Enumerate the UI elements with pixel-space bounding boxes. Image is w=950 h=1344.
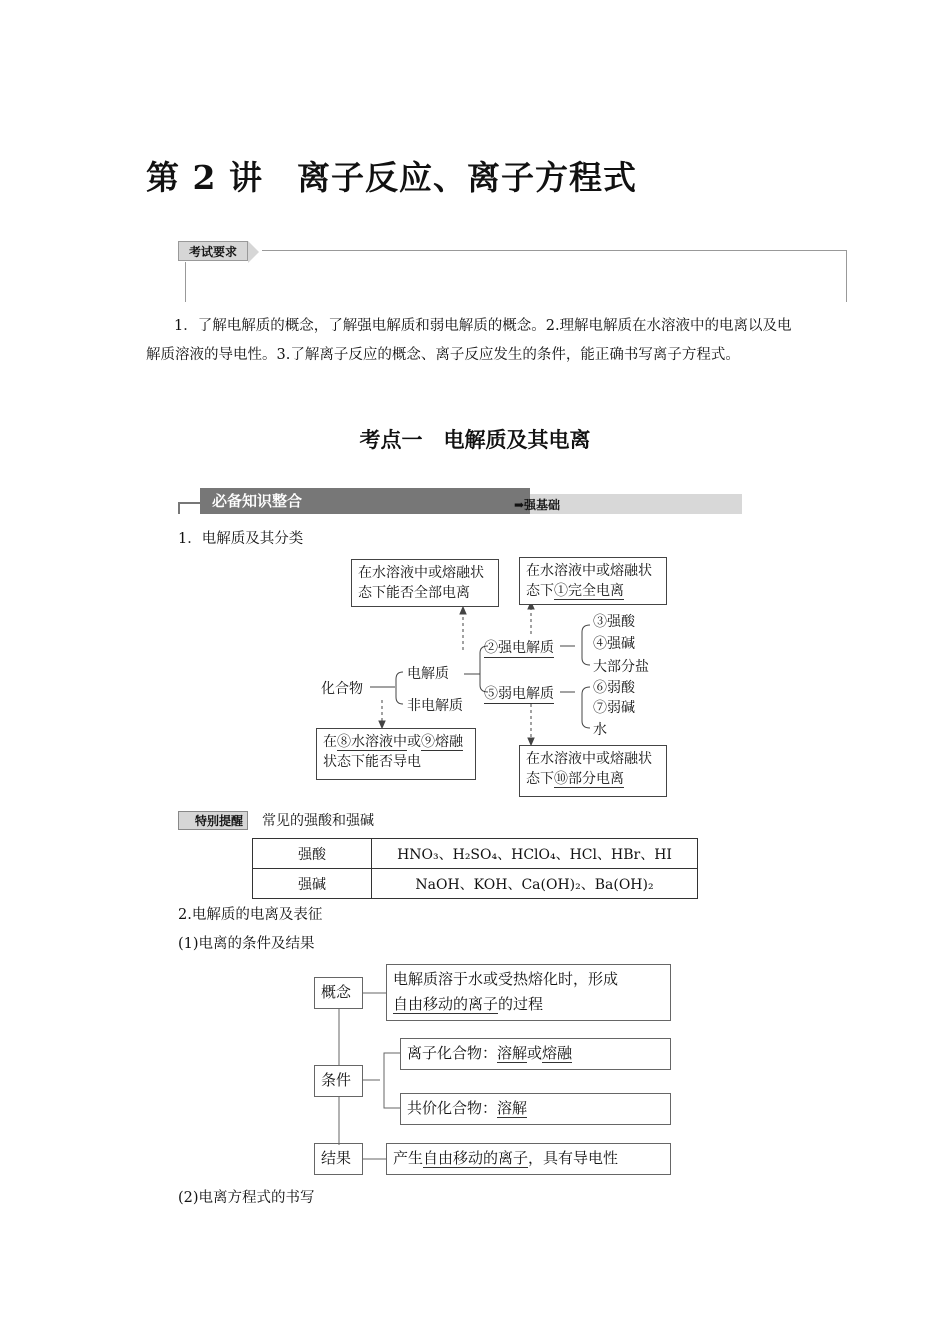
table-row	[253, 869, 698, 899]
root-compound: 化合物	[321, 681, 363, 697]
heading-1: 1．电解质及其分类	[178, 531, 304, 547]
strong-electrolyte: ②强电解质	[484, 637, 554, 658]
concept-label: 概念	[314, 977, 363, 1009]
covalent-compound-box: 共价化合物：溶解	[400, 1093, 671, 1125]
concept-box: 电解质溶于水或受热熔化时，形成 自由移动的离子的过程	[386, 964, 671, 1021]
tip-text: 常见的强酸和强碱	[262, 813, 375, 829]
strong-item: ④强碱	[593, 636, 635, 652]
fill-blank: 溶解	[497, 1044, 528, 1062]
divider	[846, 250, 847, 302]
table-cell: NaOH、KOH、Ca(OH)₂、Ba(OH)₂	[372, 869, 698, 899]
fill-blank: 自由移动的离子	[393, 995, 499, 1013]
weak-item: ⑥弱酸	[593, 680, 635, 696]
electrolyte: 电解质	[407, 666, 449, 682]
page-title: 第 2 讲 离子反应、离子方程式	[146, 158, 637, 197]
non-electrolyte: 非电解质	[407, 698, 463, 714]
heading-2: 2.电解质的电离及表征	[178, 907, 323, 923]
result-label: 结果	[314, 1143, 363, 1175]
knowledge-bar	[178, 488, 564, 516]
weak-item: ⑦弱碱	[593, 700, 635, 716]
table-cell: 强碱	[253, 869, 372, 899]
box-full-ionization-question: 在水溶液中或熔融状态下能否全部电离	[351, 559, 499, 607]
box-partial-ionization: 在水溶液中或熔融状 态下⑩部分电离	[519, 745, 667, 797]
fill-blank-9: ⑨熔融	[421, 734, 463, 750]
ionic-compound-box: 离子化合物：溶解或熔融	[400, 1038, 671, 1070]
weak-electrolyte: ⑤弱电解质	[484, 683, 554, 704]
requirements-text: 1．了解电解质的概念，了解强电解质和弱电解质的概念。2.理解电解质在水溶液中的电离以及电解质溶液的导电性。3.了解离子反应的概念、离子反应发生的条件，能正确书写离子方程式。	[146, 318, 792, 363]
table-cell: HNO₃、H₂SO₄、HClO₄、HCl、HBr、HI	[372, 839, 698, 869]
requirements-tab: 考试要求	[178, 241, 248, 261]
box-full-ionization: 在水溶液中或熔融状 态下①完全电离	[519, 557, 667, 605]
fill-blank-8: ⑧水溶液中	[337, 734, 407, 750]
fill-blank: 熔融	[542, 1044, 573, 1062]
divider	[262, 250, 847, 251]
heading-3: (1)电离的条件及结果	[178, 936, 315, 952]
weak-item: 水	[593, 722, 607, 738]
table-row	[253, 839, 698, 869]
fill-blank: 自由移动的离子	[423, 1149, 529, 1167]
result-box: 产生自由移动的离子，具有导电性	[386, 1143, 671, 1175]
tip-badge: 特别提醒	[178, 811, 248, 830]
section-title: 考点一 电解质及其电离	[359, 427, 591, 452]
table-cell: 强酸	[253, 839, 372, 869]
condition-label: 条件	[314, 1065, 363, 1097]
fill-blank: 溶解	[497, 1099, 528, 1117]
heading-4: (2)电离方程式的书写	[178, 1190, 315, 1206]
strong-acid-base-table	[252, 838, 698, 899]
special-tip	[178, 810, 374, 830]
strong-item: ③强酸	[593, 614, 635, 630]
box-conductivity: 在⑧水溶液中或⑨熔融 状态下能否导电	[316, 728, 476, 780]
knowledge-bar-tag: ➡强基础	[513, 498, 560, 512]
divider	[185, 262, 186, 302]
fill-blank-10: ⑩部分电离	[554, 771, 624, 787]
knowledge-bar-label: 必备知识整合	[200, 488, 530, 514]
strong-item: 大部分盐	[593, 659, 649, 675]
fill-blank-1: ①完全电离	[554, 583, 624, 599]
